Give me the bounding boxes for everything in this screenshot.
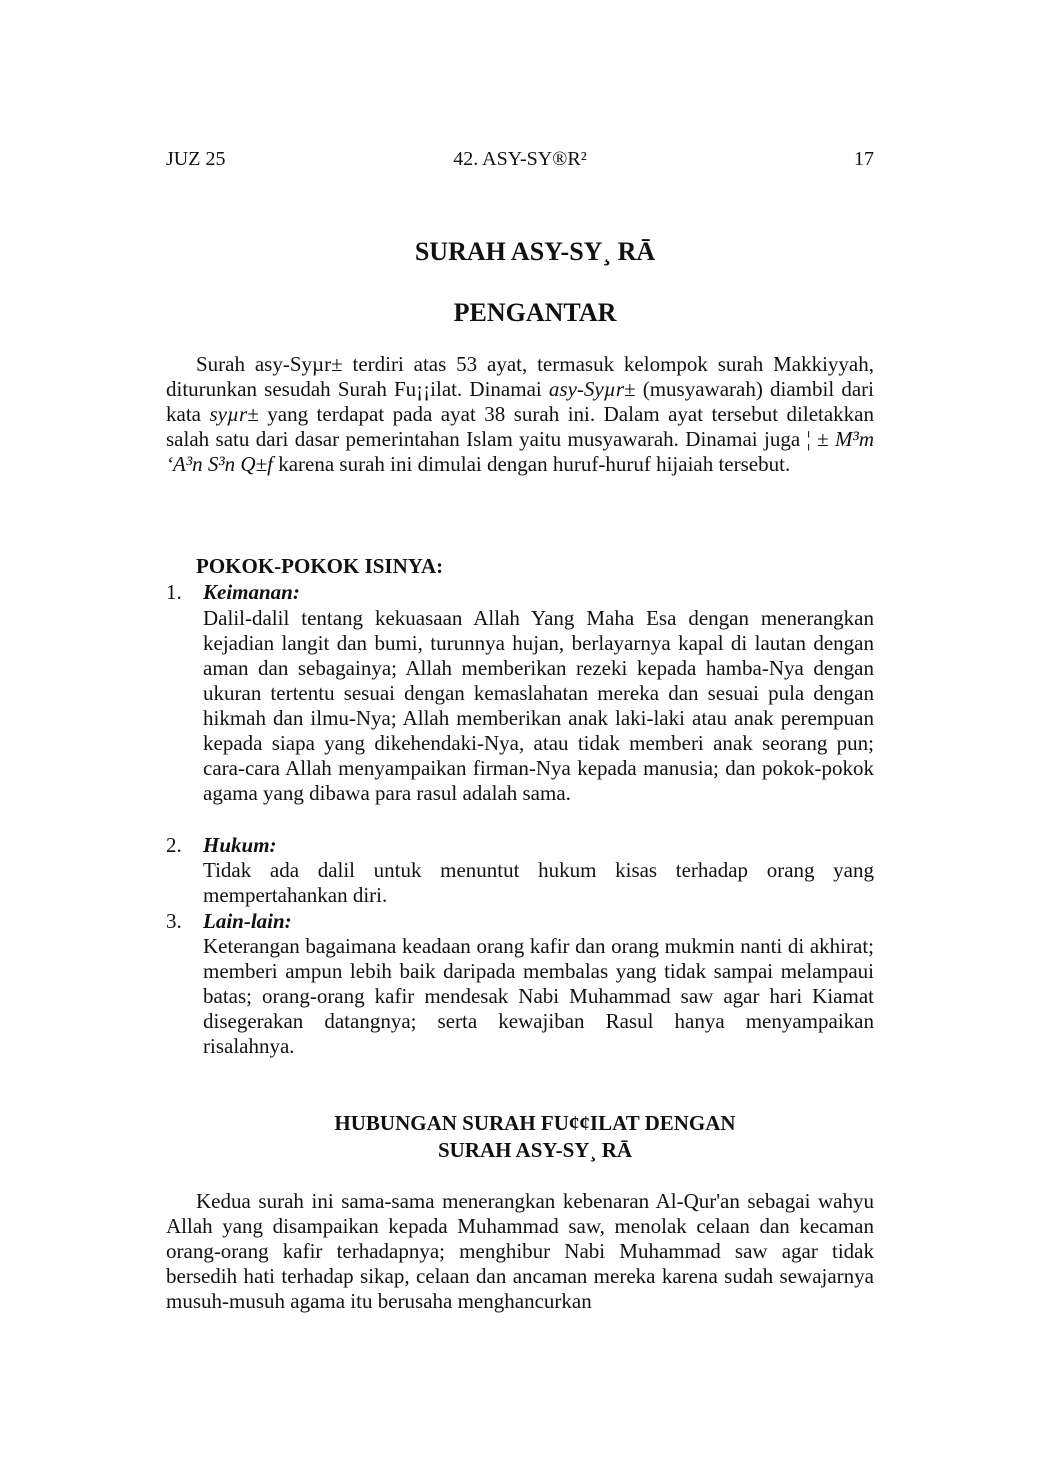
list-item-body: Tidak ada dalil untuk menuntut hukum kisas terhadap orang yang mempertahankan diri. — [203, 858, 874, 907]
italic-term: M³m ‘A³n S³n Q±f — [166, 427, 874, 476]
section-title-pengantar: PENGANTAR — [453, 298, 617, 327]
hubungan-heading-line2: SURAH ASY-SY¸ RĀ — [437, 1138, 633, 1162]
pokok-heading: POKOK-POKOK ISINYA: — [196, 554, 444, 578]
surah-title: SURAH ASY-SY¸ RĀ — [414, 237, 656, 266]
intro-paragraph: Surah asy-Syµr± terdiri atas 53 ayat, termasuk kelompok surah Makkiyyah, diturunkan sesudah Surah Fu¡¡ilat. Dinamai asy-Syµr± (musyawarah) diambil dari kata syµr± yang terdapat pada ayat 38 surah ini. Dalam ayat tersebut diletakkan salah satu dari dasar pemerintahan Islam yaitu musyawarah. Dinamai juga ¦ ± M³m ‘A³n S³n Q±f karena surah ini dimulai dengan huruf-huruf hijaiah tersebut. — [166, 352, 874, 476]
hubungan-paragraph: Kedua surah ini sama-sama menerangkan kebenaran Al-Qur'an sebagai wahyu Allah yang disampaikan kepada Muhammad saw, menolak celaan dan kecaman orang-orang kafir terhadapnya; menghibur Nabi Muhammad saw agar tidak bersedih hati terhadap sikap, celaan dan ancaman mereka karena sudah sewajarnya musuh-musuh agama itu berusaha menghancurkan — [166, 1189, 874, 1313]
running-header — [166, 146, 874, 172]
list-item-body: Dalil-dalil tentang kekuasaan Allah Yang Maha Esa dengan menerangkan kejadian langit dan bumi, turunnya hujan, berlayarnya kapal di lautan dengan aman dan sebagainya; Allah memberikan rezeki kepada hamba-Nya dengan ukuran tertentu sesuai dengan kemaslahatan mereka dan sesuai pula dengan hikmah dan ilmu-Nya; Allah memberikan anak laki-laki atau anak perempuan kepada siapa yang dikehendaki-Nya, atau tidak memberi anak seorang pun; cara-cara Allah menyampaikan firman-Nya kepada manusia; dan pokok-pokok agama yang dibawa para rasul adalah sama. — [203, 606, 874, 805]
list-item-body: Keterangan bagaimana keadaan orang kafir dan orang mukmin nanti di akhirat; memberi ampun lebih baik daripada membalas yang tidak sampai melampaui batas; orang-orang kafir mendesak Nabi Muhammad saw agar hari Kiamat disegerakan datangnya; serta kewajiban Rasul hanya menyampaikan risalahnya. — [203, 934, 874, 1058]
page-number: 17 — [854, 148, 874, 170]
italic-term: syµr± — [209, 402, 259, 426]
list-item-title: Keimanan: — [203, 580, 300, 604]
running-surah-name: 42. ASY-SY®R² — [453, 148, 587, 170]
list-item-title: Lain-lain: — [203, 909, 292, 933]
list-number: 1. — [166, 580, 182, 604]
juz-label: JUZ 25 — [166, 148, 226, 170]
italic-term: asy-Syµr± — [548, 377, 636, 401]
list-number: 3. — [166, 909, 182, 933]
list-number: 2. — [166, 833, 182, 857]
hubungan-heading-line1: HUBUNGAN SURAH FU¢¢ILAT DENGAN — [334, 1111, 736, 1135]
list-item-title: Hukum: — [203, 833, 277, 857]
